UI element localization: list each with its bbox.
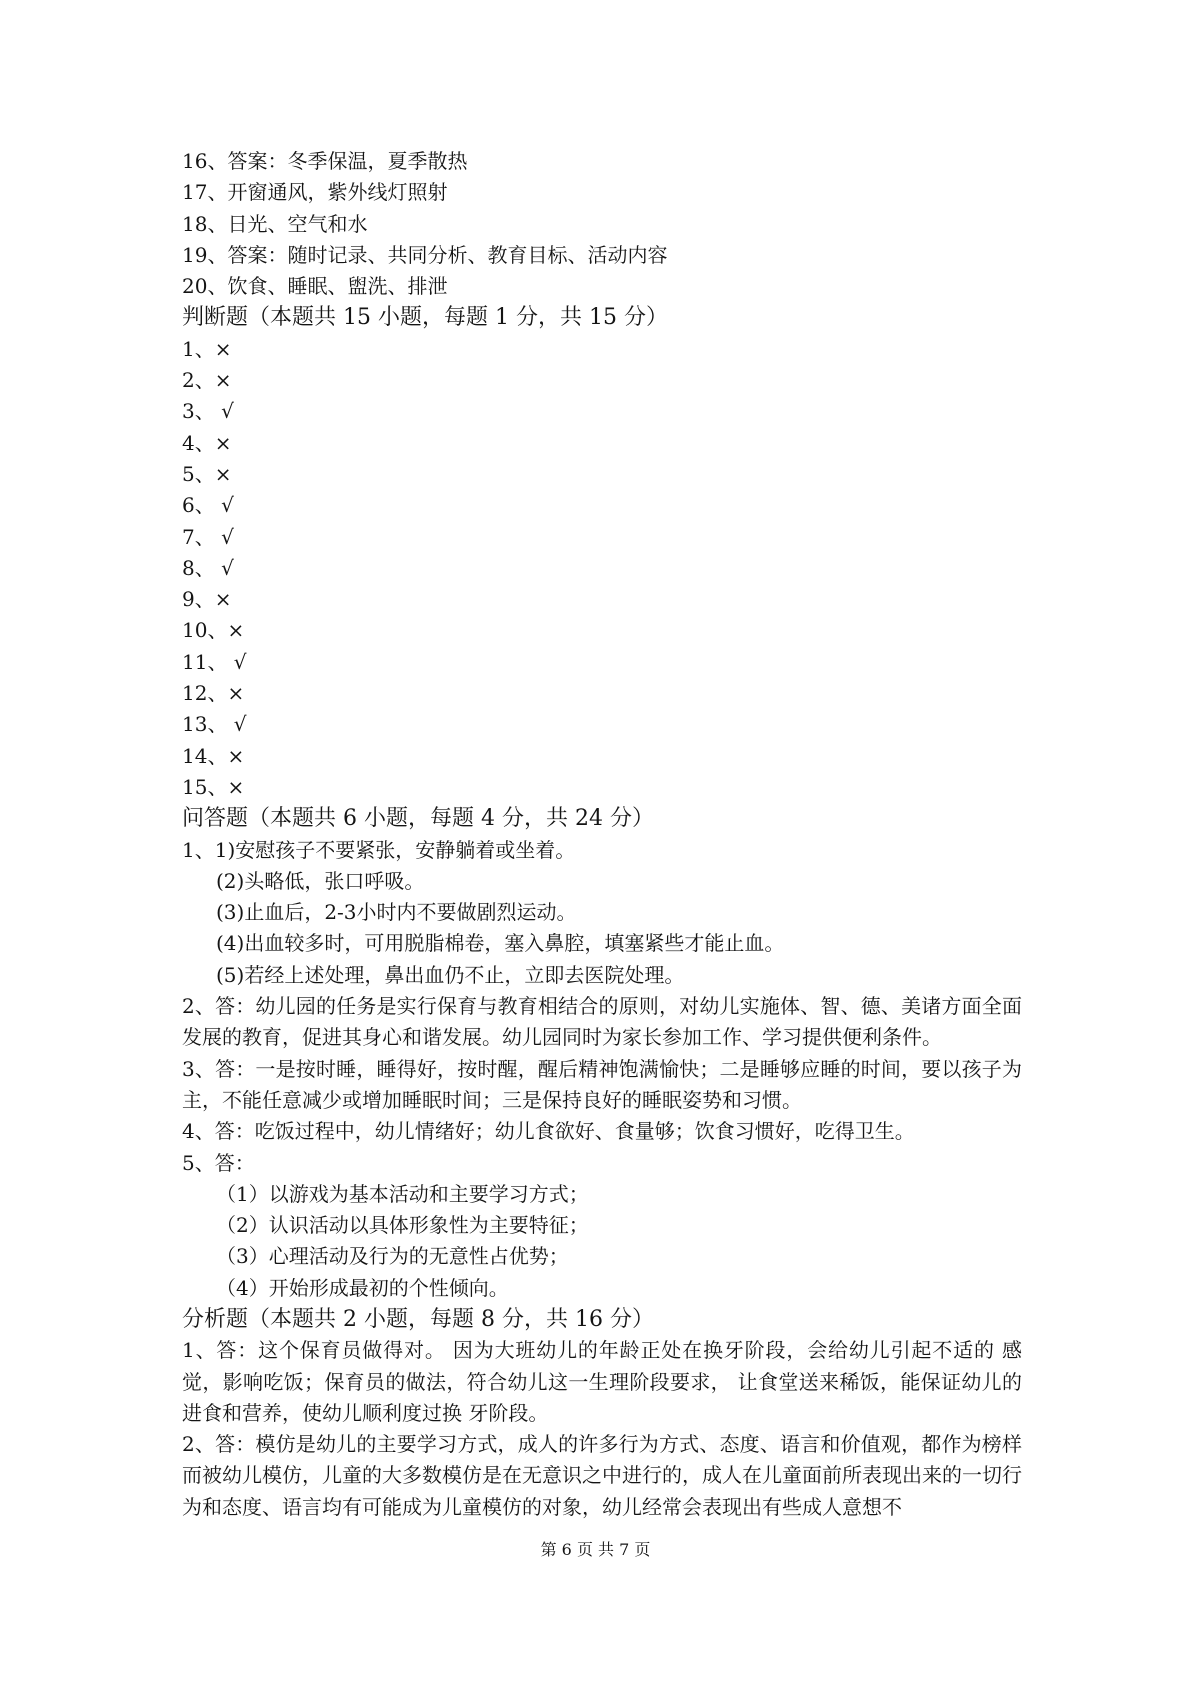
page-content (182, 146, 1022, 1523)
section-title: 问答题（本题共 6 小题，每题 4 分，共 24 分） (182, 806, 654, 832)
qa-answer-5-point: （1）以游戏为基本活动和主要学习方式； (216, 1181, 589, 1206)
analysis-answer-1: 1、答：这个保育员做得对。 因为大班幼儿的年龄正处在换牙阶段，会给幼儿引起不适的 感觉，影响吃饭；保育员的做法，符合幼儿这一生理阶段要求， 让食堂送来稀饭，能保证幼儿的进食和营养，使幼儿顺利度过换 牙阶段。 (182, 1338, 1022, 1425)
qa-answer-3: 3、答：一是按时睡，睡得好，按时醒，醒后精神饱满愉快；二是睡够应睡的时间，要以孩子为主，不能任意减少或增加睡眠时间；三是保持良好的睡眠姿势和习惯。 (182, 1056, 1022, 1112)
judge-item: 12、× (182, 681, 245, 706)
judge-item: 13、 √ (182, 712, 247, 737)
qa-answer-5-point: （4）开始形成最初的个性倾向。 (216, 1275, 509, 1300)
judge-item: 2、× (182, 368, 232, 393)
qa-answer-1-step: (4)出血较多时，可用脱脂棉卷，塞入鼻腔，填塞紧些才能止血。 (216, 931, 785, 956)
qa-answer-5-point: （3）心理活动及行为的无意性占优势； (216, 1244, 569, 1269)
answer-line: 17、开窗通风，紫外线灯照射 (182, 180, 448, 205)
judge-item: 10、× (182, 618, 245, 643)
answer-line: 19、答案：随时记录、共同分析、教育目标、活动内容 (182, 242, 668, 267)
qa-answer-2: 2、答：幼儿园的任务是实行保育与教育相结合的原则，对幼儿实施体、智、德、美诸方面全面发展的教育，促进其身心和谐发展。幼儿园同时为家长参加工作、学习提供便利条件。 (182, 994, 1022, 1050)
judge-item: 5、× (182, 461, 232, 486)
section-title: 判断题（本题共 15 小题，每题 1 分，共 15 分） (182, 305, 668, 331)
qa-answer-1-step: (5)若经上述处理，鼻出血仍不止，立即去医院处理。 (216, 962, 685, 987)
judge-item: 15、× (182, 774, 245, 799)
analysis-section (182, 1304, 1022, 1523)
fill-answers (182, 146, 1022, 302)
judge-item: 3、 √ (182, 399, 234, 424)
qa-answer-1-step: (3)止血后，2-3小时内不要做剧烈运动。 (216, 900, 577, 925)
section-title: 分析题（本题共 2 小题，每题 8 分，共 16 分） (182, 1306, 654, 1332)
analysis-answer-2: 2、答：模仿是幼儿的主要学习方式，成人的许多行为方式、态度、语言和价值观，都作为榜样而被幼儿模仿，儿童的大多数模仿是在无意识之中进行的，成人在儿童面前所表现出来的一切行为和态度、语言均有可能成为儿童模仿的对象，幼儿经常会表现出有些成人意想不 (182, 1432, 1022, 1519)
judge-item: 7、 √ (182, 524, 234, 549)
judge-item: 8、 √ (182, 555, 234, 580)
qa-answer-5-point: （2）认识活动以具体形象性为主要特征； (216, 1213, 589, 1238)
qa-answer-5: 5、答： (182, 1150, 255, 1175)
answer-line: 20、饮食、睡眠、盥洗、排泄 (182, 274, 448, 299)
judge-item: 1、× (182, 336, 232, 361)
judge-item: 11、 √ (182, 649, 247, 674)
qa-answer-1-step: (2)头略低，张口呼吸。 (216, 868, 425, 893)
judge-item: 9、× (182, 587, 232, 612)
judge-item: 6、 √ (182, 493, 234, 518)
qa-section (182, 803, 1022, 1304)
qa-answer-4: 4、答：吃饭过程中，幼儿情绪好；幼儿食欲好、食量够；饮食习惯好，吃得卫生。 (182, 1119, 915, 1144)
qa-answer-1: 1、1)安慰孩子不要紧张，安静躺着或坐着。 (182, 837, 576, 862)
answer-line: 18、日光、空气和水 (182, 211, 368, 236)
judge-item: 4、× (182, 430, 232, 455)
judge-section (182, 302, 1022, 803)
judge-item: 14、× (182, 743, 245, 768)
page-footer: 第 6 页 共 7 页 (540, 1540, 651, 1559)
answer-line: 16、答案：冬季保温，夏季散热 (182, 149, 468, 173)
